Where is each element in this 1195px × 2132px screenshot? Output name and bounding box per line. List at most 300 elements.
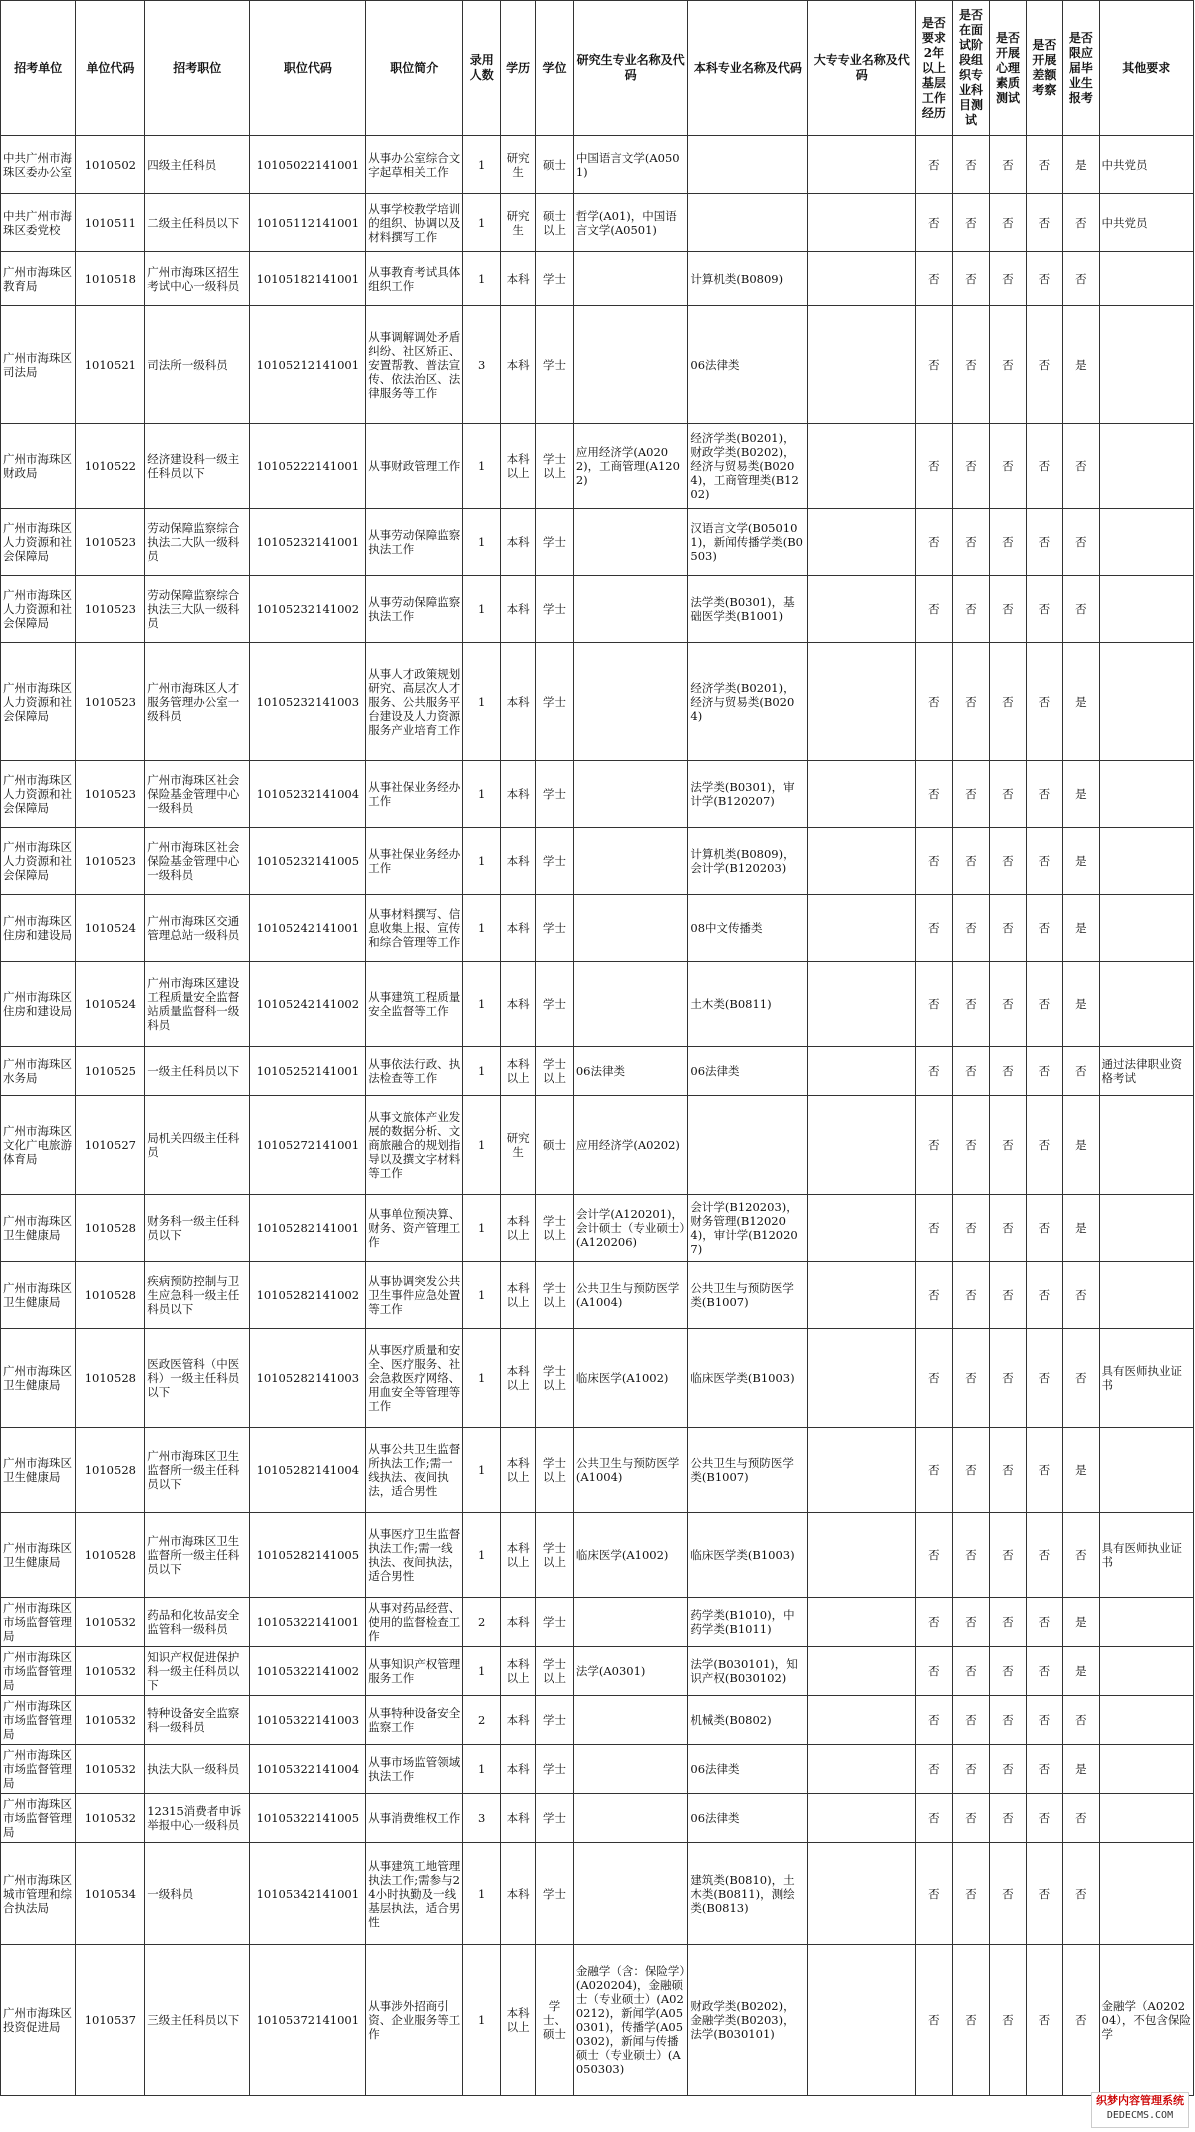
table-cell: 否	[952, 1047, 990, 1096]
table-cell	[808, 1096, 916, 1195]
table-cell: 否	[990, 1329, 1026, 1428]
table-cell: 公共卫生与预防医学类(B1007)	[688, 1428, 808, 1513]
table-cell: 否	[952, 643, 990, 761]
table-cell: 否	[1063, 1794, 1099, 1843]
table-cell: 广州市海珠区水务局	[1, 1047, 76, 1096]
table-row	[1, 306, 1194, 424]
column-header: 是否开展差额考察	[1026, 1, 1062, 136]
table-cell: 10105272141001	[250, 1096, 366, 1195]
table-cell: 否	[916, 306, 952, 424]
table-cell: 医政医管科（中医科）一级主任科员以下	[145, 1329, 250, 1428]
table-cell: 10105282141003	[250, 1329, 366, 1428]
table-cell: 广州市海珠区卫生健康局	[1, 1262, 76, 1329]
table-cell: 广州市海珠区卫生健康局	[1, 1513, 76, 1598]
table-cell: 是	[1063, 1745, 1099, 1794]
table-cell: 否	[916, 194, 952, 252]
table-cell: 司法所一级科员	[145, 306, 250, 424]
table-cell: 否	[1026, 1047, 1062, 1096]
table-cell: 否	[1063, 1696, 1099, 1745]
table-cell: 否	[952, 136, 990, 194]
table-cell: 否	[916, 252, 952, 306]
table-cell: 否	[1026, 828, 1062, 895]
table-cell: 学士	[536, 306, 574, 424]
table-cell: 06法律类	[688, 1745, 808, 1794]
column-header: 研究生专业名称及代码	[573, 1, 688, 136]
table-cell: 10105252141001	[250, 1047, 366, 1096]
table-cell: 本科以上	[501, 1329, 536, 1428]
table-cell: 否	[916, 1745, 952, 1794]
table-cell: 广州市海珠区市场监督管理局	[1, 1647, 76, 1696]
table-cell: 1	[463, 1513, 501, 1598]
table-row	[1, 424, 1194, 509]
table-cell: 否	[1026, 895, 1062, 962]
table-cell: 广州市海珠区卫生健康局	[1, 1329, 76, 1428]
table-cell	[808, 895, 916, 962]
table-cell: 否	[952, 1513, 990, 1598]
table-cell	[1099, 828, 1193, 895]
table-cell: 知识产权促进保护科一级主任科员以下	[145, 1647, 250, 1696]
table-cell	[1099, 1696, 1193, 1745]
table-cell: 否	[990, 895, 1026, 962]
table-cell: 1010523	[76, 828, 145, 895]
table-cell	[808, 1696, 916, 1745]
table-cell	[808, 1843, 916, 1945]
table-cell: 否	[952, 895, 990, 962]
table-cell: 本科以上	[501, 1513, 536, 1598]
table-cell: 否	[916, 1329, 952, 1428]
table-cell: 从事办公室综合文字起草相关工作	[366, 136, 463, 194]
table-cell: 否	[1026, 1428, 1062, 1513]
column-header: 是否要求2年以上基层工作经历	[916, 1, 952, 136]
table-cell: 2	[463, 1598, 501, 1647]
table-cell: 否	[916, 576, 952, 643]
table-cell: 否	[916, 509, 952, 576]
table-cell: 药品和化妆品安全监管科一级科员	[145, 1598, 250, 1647]
table-cell: 1	[463, 828, 501, 895]
column-header: 录用人数	[463, 1, 501, 136]
table-cell: 否	[916, 1598, 952, 1647]
table-cell: 财务科一级主任科员以下	[145, 1195, 250, 1262]
table-cell: 1	[463, 1843, 501, 1945]
table-cell: 广州市海珠区文化广电旅游体育局	[1, 1096, 76, 1195]
table-cell: 否	[1026, 1096, 1062, 1195]
table-cell: 会计学(B120203)，财务管理(B120204)，审计学(B120207)	[688, 1195, 808, 1262]
table-cell: 研究生	[501, 1096, 536, 1195]
table-cell: 广州市海珠区教育局	[1, 252, 76, 306]
table-cell: 学士	[536, 828, 574, 895]
table-cell: 广州市海珠区投资促进局	[1, 1945, 76, 2096]
table-cell: 10105242141001	[250, 895, 366, 962]
table-cell: 1	[463, 252, 501, 306]
table-cell: 临床医学类(B1003)	[688, 1329, 808, 1428]
table-cell: 从事对药品经营、使用的监督检查工作	[366, 1598, 463, 1647]
table-cell: 金融学（含：保险学）(A020204)，金融硕士（专业硕士）(A020212)，新闻学(A050301)，传播学(A050302)，新闻与传播硕士（专业硕士）(A050303)	[573, 1945, 688, 2096]
table-cell: 从事医疗质量和安全、医疗服务、社会急救医疗网络、用血安全等管理等工作	[366, 1329, 463, 1428]
table-cell: 否	[1063, 1945, 1099, 2096]
table-cell	[808, 643, 916, 761]
table-cell: 是	[1063, 306, 1099, 424]
table-cell: 是	[1063, 1647, 1099, 1696]
table-cell: 否	[916, 761, 952, 828]
table-cell: 临床医学(A1002)	[573, 1329, 688, 1428]
table-cell: 否	[1026, 1696, 1062, 1745]
table-cell: 1010523	[76, 761, 145, 828]
table-cell	[1099, 962, 1193, 1047]
table-cell: 法学(A0301)	[573, 1647, 688, 1696]
table-cell: 1	[463, 1945, 501, 2096]
table-cell: 广州市海珠区人力资源和社会保障局	[1, 509, 76, 576]
table-cell	[808, 1195, 916, 1262]
table-cell: 从事财政管理工作	[366, 424, 463, 509]
table-cell: 法学类(B0301)，基础医学类(B1001)	[688, 576, 808, 643]
table-row	[1, 1647, 1194, 1696]
table-cell: 本科以上	[501, 1647, 536, 1696]
table-cell	[1099, 1647, 1193, 1696]
table-cell: 广州市海珠区卫生健康局	[1, 1195, 76, 1262]
table-cell: 10105282141002	[250, 1262, 366, 1329]
table-cell: 本科	[501, 306, 536, 424]
table-cell: 从事公共卫生监督所执法工作;需一线执法、夜间执法，适合男性	[366, 1428, 463, 1513]
table-cell: 学士以上	[536, 1195, 574, 1262]
watermark-line2: DEDECMS.COM	[1106, 2110, 1174, 2121]
table-cell: 本科以上	[501, 1262, 536, 1329]
table-cell	[1099, 1428, 1193, 1513]
table-cell	[573, 1794, 688, 1843]
table-cell: 本科	[501, 576, 536, 643]
table-cell	[808, 306, 916, 424]
table-cell	[808, 828, 916, 895]
table-cell: 1010534	[76, 1843, 145, 1945]
table-cell: 学士以上	[536, 1262, 574, 1329]
table-cell: 劳动保障监察综合执法三大队一级科员	[145, 576, 250, 643]
table-body	[1, 136, 1194, 2096]
table-cell	[573, 1598, 688, 1647]
table-cell: 公共卫生与预防医学(A1004)	[573, 1262, 688, 1329]
table-cell	[573, 576, 688, 643]
table-cell: 1010532	[76, 1696, 145, 1745]
table-cell: 广州市海珠区招生考试中心一级科员	[145, 252, 250, 306]
table-cell	[1099, 895, 1193, 962]
table-cell: 否	[952, 194, 990, 252]
table-cell: 否	[1063, 1513, 1099, 1598]
table-cell: 法学(B030101)，知识产权(B030102)	[688, 1647, 808, 1696]
table-cell: 临床医学(A1002)	[573, 1513, 688, 1598]
table-cell: 本科	[501, 252, 536, 306]
table-row	[1, 1598, 1194, 1647]
table-cell: 否	[1026, 1843, 1062, 1945]
table-cell: 否	[1026, 761, 1062, 828]
table-cell: 否	[916, 828, 952, 895]
table-cell: 1	[463, 576, 501, 643]
column-header: 职位简介	[366, 1, 463, 136]
column-header: 是否限应届毕业生报考	[1063, 1, 1099, 136]
column-header: 是否开展心理素质测试	[990, 1, 1026, 136]
table-cell: 学士以上	[536, 1647, 574, 1696]
table-cell: 否	[952, 306, 990, 424]
table-cell: 研究生	[501, 194, 536, 252]
table-cell: 1010532	[76, 1647, 145, 1696]
table-cell: 中共党员	[1099, 194, 1193, 252]
table-cell: 10105242141002	[250, 962, 366, 1047]
table-cell	[808, 1513, 916, 1598]
table-cell: 10105322141004	[250, 1745, 366, 1794]
table-cell: 1010527	[76, 1096, 145, 1195]
table-cell: 10105322141003	[250, 1696, 366, 1745]
table-cell: 是	[1063, 136, 1099, 194]
table-cell: 本科	[501, 895, 536, 962]
table-row	[1, 962, 1194, 1047]
table-cell: 否	[990, 306, 1026, 424]
table-cell: 学士	[536, 576, 574, 643]
table-cell	[808, 1794, 916, 1843]
table-cell: 否	[1026, 1598, 1062, 1647]
table-cell	[573, 643, 688, 761]
table-cell: 是	[1063, 1428, 1099, 1513]
table-cell: 学士	[536, 962, 574, 1047]
table-cell: 否	[916, 1647, 952, 1696]
table-cell: 1	[463, 194, 501, 252]
table-cell	[1099, 761, 1193, 828]
table-cell	[1099, 1195, 1193, 1262]
table-cell: 1010521	[76, 306, 145, 424]
table-cell: 研究生	[501, 136, 536, 194]
table-cell: 1010528	[76, 1262, 145, 1329]
table-cell: 10105232141002	[250, 576, 366, 643]
table-cell: 1	[463, 1096, 501, 1195]
column-header: 本科专业名称及代码	[688, 1, 808, 136]
table-cell: 从事建筑工程质量安全监督等工作	[366, 962, 463, 1047]
table-cell: 10105232141005	[250, 828, 366, 895]
table-cell: 10105322141001	[250, 1598, 366, 1647]
table-cell: 否	[916, 1428, 952, 1513]
table-cell: 从事人才政策规划研究、高层次人才服务、公共服务平台建设及人力资源服务产业培育工作	[366, 643, 463, 761]
table-cell: 否	[990, 194, 1026, 252]
table-cell: 否	[952, 1945, 990, 2096]
table-cell: 否	[916, 1696, 952, 1745]
table-cell: 否	[1026, 136, 1062, 194]
table-row	[1, 576, 1194, 643]
table-cell	[808, 252, 916, 306]
table-cell: 1	[463, 761, 501, 828]
table-cell: 1	[463, 1745, 501, 1794]
table-cell: 公共卫生与预防医学(A1004)	[573, 1428, 688, 1513]
table-cell: 广州市海珠区住房和建设局	[1, 962, 76, 1047]
table-cell: 是	[1063, 1096, 1099, 1195]
table-cell: 否	[990, 761, 1026, 828]
table-cell	[1099, 1745, 1193, 1794]
table-cell: 3	[463, 306, 501, 424]
table-cell: 具有医师执业证书	[1099, 1329, 1193, 1428]
table-cell: 否	[1063, 576, 1099, 643]
table-cell: 本科以上	[501, 1428, 536, 1513]
table-cell: 从事知识产权管理服务工作	[366, 1647, 463, 1696]
table-cell: 计算机类(B0809)，会计学(B120203)	[688, 828, 808, 895]
table-cell: 否	[952, 424, 990, 509]
table-cell: 是	[1063, 1598, 1099, 1647]
table-cell: 本科	[501, 962, 536, 1047]
table-cell: 否	[1063, 1047, 1099, 1096]
table-cell: 否	[916, 1794, 952, 1843]
table-cell: 本科	[501, 1794, 536, 1843]
table-cell: 广州市海珠区市场监督管理局	[1, 1745, 76, 1794]
table-cell: 学士以上	[536, 1513, 574, 1598]
table-cell	[1099, 576, 1193, 643]
table-cell: 是	[1063, 643, 1099, 761]
table-cell	[1099, 424, 1193, 509]
table-cell: 应用经济学(A0202)，工商管理(A1202)	[573, 424, 688, 509]
table-row	[1, 828, 1194, 895]
table-cell: 四级主任科员	[145, 136, 250, 194]
table-cell	[808, 962, 916, 1047]
table-cell: 1010532	[76, 1598, 145, 1647]
table-cell: 否	[952, 509, 990, 576]
table-cell: 否	[1063, 194, 1099, 252]
table-cell: 本科	[501, 1843, 536, 1945]
table-cell: 否	[952, 828, 990, 895]
table-cell: 从事社保业务经办工作	[366, 761, 463, 828]
table-cell: 通过法律职业资格考试	[1099, 1047, 1193, 1096]
table-cell: 否	[990, 1843, 1026, 1945]
table-row	[1, 1195, 1194, 1262]
table-cell: 否	[1026, 1195, 1062, 1262]
table-cell: 一级科员	[145, 1843, 250, 1945]
table-cell: 1	[463, 643, 501, 761]
table-cell: 广州市海珠区财政局	[1, 424, 76, 509]
table-cell: 10105372141001	[250, 1945, 366, 2096]
table-cell: 1010528	[76, 1329, 145, 1428]
table-cell: 否	[990, 1647, 1026, 1696]
table-cell: 否	[1026, 424, 1062, 509]
table-cell: 本科	[501, 509, 536, 576]
table-cell: 广州市海珠区城市管理和综合执法局	[1, 1843, 76, 1945]
table-cell: 是	[1063, 761, 1099, 828]
table-cell: 否	[952, 1428, 990, 1513]
table-cell: 否	[916, 1843, 952, 1945]
table-cell: 经济学类(B0201)，经济与贸易类(B0204)	[688, 643, 808, 761]
table-cell: 本科	[501, 1745, 536, 1794]
table-cell	[1099, 509, 1193, 576]
table-cell: 否	[1026, 1794, 1062, 1843]
table-cell: 否	[952, 962, 990, 1047]
table-cell: 土木类(B0811)	[688, 962, 808, 1047]
table-cell: 否	[1026, 962, 1062, 1047]
table-row	[1, 1945, 1194, 2096]
table-cell: 否	[990, 136, 1026, 194]
table-cell: 金融学（A020204），不包含保险学	[1099, 1945, 1193, 2096]
table-cell: 否	[1026, 1945, 1062, 2096]
table-cell: 建筑类(B0810)，土木类(B0811)，测绘类(B0813)	[688, 1843, 808, 1945]
table-cell: 1	[463, 1647, 501, 1696]
table-cell: 广州市海珠区卫生监督所一级主任科员以下	[145, 1513, 250, 1598]
column-header: 是否在面试阶段组织专业科目测试	[952, 1, 990, 136]
table-cell: 劳动保障监察综合执法二大队一级科员	[145, 509, 250, 576]
table-cell: 广州市海珠区司法局	[1, 306, 76, 424]
table-cell: 药学类(B1010)，中药学类(B1011)	[688, 1598, 808, 1647]
table-cell: 否	[990, 1945, 1026, 2096]
table-cell: 否	[916, 962, 952, 1047]
table-cell	[573, 962, 688, 1047]
table-cell: 否	[990, 962, 1026, 1047]
table-cell: 否	[990, 828, 1026, 895]
table-cell: 是	[1063, 828, 1099, 895]
table-cell	[1099, 252, 1193, 306]
table-cell: 否	[916, 1945, 952, 2096]
table-cell: 否	[1026, 643, 1062, 761]
table-cell: 1010524	[76, 895, 145, 962]
table-cell: 学士	[536, 1745, 574, 1794]
table-cell: 广州市海珠区卫生监督所一级主任科员以下	[145, 1428, 250, 1513]
table-row	[1, 1428, 1194, 1513]
table-cell	[1099, 306, 1193, 424]
table-cell: 10105322141002	[250, 1647, 366, 1696]
table-cell: 否	[1026, 1647, 1062, 1696]
table-cell: 否	[1026, 252, 1062, 306]
table-cell: 否	[990, 1794, 1026, 1843]
table-cell	[573, 828, 688, 895]
table-cell: 硕士	[536, 1096, 574, 1195]
table-cell: 三级主任科员以下	[145, 1945, 250, 2096]
table-cell: 学士以上	[536, 424, 574, 509]
table-cell: 法学类(B0301)，审计学(B120207)	[688, 761, 808, 828]
table-cell	[808, 1945, 916, 2096]
table-cell: 否	[1063, 509, 1099, 576]
table-row	[1, 1096, 1194, 1195]
table-cell	[573, 1843, 688, 1945]
table-row	[1, 1329, 1194, 1428]
table-cell: 学士以上	[536, 1428, 574, 1513]
table-cell: 否	[990, 1745, 1026, 1794]
table-cell: 学士	[536, 895, 574, 962]
table-cell: 广州市海珠区人力资源和社会保障局	[1, 576, 76, 643]
table-cell: 06法律类	[688, 1794, 808, 1843]
table-cell	[573, 306, 688, 424]
table-cell: 否	[952, 1195, 990, 1262]
table-cell: 从事社保业务经办工作	[366, 828, 463, 895]
table-cell	[808, 761, 916, 828]
table-cell: 否	[1063, 1329, 1099, 1428]
table-cell: 10105322141005	[250, 1794, 366, 1843]
table-cell: 否	[990, 1696, 1026, 1745]
table-cell: 否	[990, 643, 1026, 761]
table-cell: 否	[952, 1329, 990, 1428]
table-cell: 否	[990, 509, 1026, 576]
table-cell: 硕士以上	[536, 194, 574, 252]
table-cell: 广州市海珠区人力资源和社会保障局	[1, 761, 76, 828]
table-cell: 1010523	[76, 576, 145, 643]
table-cell: 学士、硕士	[536, 1945, 574, 2096]
table-cell: 否	[952, 1696, 990, 1745]
table-cell: 否	[1026, 306, 1062, 424]
table-cell: 广州市海珠区人力资源和社会保障局	[1, 643, 76, 761]
table-cell	[1099, 643, 1193, 761]
table-cell: 10105282141005	[250, 1513, 366, 1598]
table-cell: 从事市场监管领域执法工作	[366, 1745, 463, 1794]
table-cell: 1010511	[76, 194, 145, 252]
table-cell: 本科以上	[501, 1195, 536, 1262]
table-cell	[573, 895, 688, 962]
table-cell	[808, 194, 916, 252]
table-cell: 否	[916, 136, 952, 194]
table-cell: 否	[1026, 194, 1062, 252]
table-cell	[1099, 1096, 1193, 1195]
table-cell: 学士	[536, 1843, 574, 1945]
table-cell: 10105222141001	[250, 424, 366, 509]
table-cell	[573, 1696, 688, 1745]
table-cell	[1099, 1794, 1193, 1843]
table-cell: 否	[1026, 576, 1062, 643]
table-cell	[688, 194, 808, 252]
table-cell	[573, 1745, 688, 1794]
